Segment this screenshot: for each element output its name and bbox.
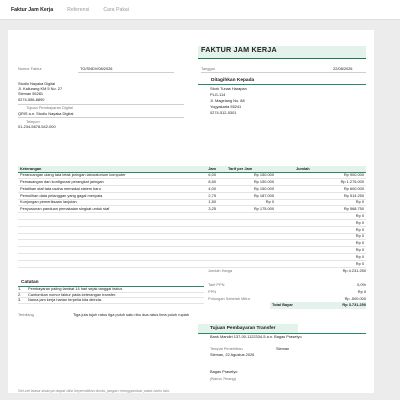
row-rate[interactable]: Rp 175.000 <box>218 206 276 213</box>
row-rate[interactable]: Rp 150.000 <box>218 179 276 186</box>
row-hours[interactable] <box>183 247 218 254</box>
row-amount[interactable]: Rp 600.000 <box>276 186 366 193</box>
row-desc[interactable] <box>18 254 183 261</box>
signer-name[interactable]: Bagas Prasetyo <box>210 369 238 374</box>
invoice-no[interactable]: TG/SNDV/08/2026 <box>80 66 113 71</box>
row-hours[interactable]: 3,25 <box>183 206 218 213</box>
col-jumlah: Jumlah <box>276 166 366 172</box>
payment-title: Tujuan Pembayaran Transfer <box>210 326 276 331</box>
from-line-2[interactable]: Jl. Kaliurang KM 5 No. 27 <box>18 86 63 91</box>
total-row: Total Bayar Rp 3.731.250 <box>272 302 366 308</box>
row-amount[interactable]: Rp 568.750 <box>276 206 366 213</box>
row-amount[interactable]: Rp 0 <box>276 240 366 247</box>
tab-cara-pakai[interactable]: Cara Pakai <box>103 6 129 13</box>
tax-rate-row[interactable]: Tarif PPN 0,0% <box>208 282 366 288</box>
col-jam: Jam <box>183 166 218 172</box>
table-row <box>18 192 366 199</box>
discount-row[interactable]: Potongan Sebelah Mitra Rp -500.000 <box>208 296 366 302</box>
row-rate[interactable]: Rp 150.000 <box>218 186 276 193</box>
note-item[interactable]: 3. Nama jam kerja harian terpelia kita dirinda. <box>18 298 204 304</box>
row-desc[interactable] <box>18 226 183 233</box>
row-hours[interactable]: 4,00 <box>183 186 218 193</box>
row-desc[interactable]: Pemulihan data pelanggan yang gagal menyala <box>18 192 183 199</box>
items-table <box>18 166 366 268</box>
date-label: Tanggal <box>201 66 215 71</box>
from-line-1[interactable]: Studio Nayaka Digital <box>18 81 56 86</box>
row-rate[interactable] <box>218 247 276 254</box>
table-row <box>18 172 366 179</box>
row-amount[interactable]: Rp 0 <box>276 254 366 261</box>
row-rate[interactable]: Rp 150.000 <box>218 172 276 179</box>
table-row <box>18 206 366 213</box>
from-line-3[interactable]: Sleman 55281 <box>18 91 44 96</box>
row-desc[interactable] <box>18 247 183 254</box>
row-hours[interactable]: 8,50 <box>183 179 218 186</box>
place-label: Tempat Penerbitan <box>210 346 243 351</box>
row-hours[interactable]: 2,75 <box>183 192 218 199</box>
terbilang-value[interactable]: Tiga juta tujuh ratus tiga puluh satu ribu dua ratus lima puluh rupiah <box>73 312 189 317</box>
invoice-sheet <box>8 30 374 393</box>
row-rate[interactable] <box>218 260 276 267</box>
row-rate[interactable]: Rp 187.000 <box>218 192 276 199</box>
row-hours[interactable]: 6,00 <box>183 172 218 179</box>
sender-label: Tujuan Pembayaran Digital <box>26 105 73 110</box>
subtotal-row: Jumlah Harga Rp 4.231.250 <box>208 268 366 274</box>
table-row <box>18 186 366 193</box>
row-rate[interactable] <box>218 240 276 247</box>
row-amount[interactable]: Rp 900.000 <box>276 172 366 179</box>
table-row <box>18 213 366 220</box>
table-row <box>18 233 366 240</box>
row-amount[interactable]: Rp 0 <box>276 213 366 220</box>
tab-referensi[interactable]: Referensi <box>67 6 90 13</box>
billto-title: Ditagihkan Kepada <box>211 78 255 83</box>
place-value[interactable]: Sleman <box>276 346 290 351</box>
billto-line-5[interactable]: 0274-512-5301 <box>210 110 237 115</box>
row-amount[interactable]: Rp 0 <box>276 220 366 227</box>
row-amount[interactable]: Rp 0 <box>276 260 366 267</box>
row-rate[interactable]: Rp 0 <box>218 199 276 206</box>
table-row <box>18 179 366 186</box>
row-amount[interactable]: Rp 514.250 <box>276 192 366 199</box>
row-desc[interactable] <box>18 220 183 227</box>
table-row <box>18 260 366 267</box>
row-desc[interactable] <box>18 260 183 267</box>
row-hours[interactable] <box>183 240 218 247</box>
note-item[interactable]: 2. Cantumkan nomor faktur pada keterangan transfer. <box>18 293 204 299</box>
table-row <box>18 220 366 227</box>
row-hours[interactable] <box>183 254 218 261</box>
table-row <box>18 240 366 247</box>
row-desc[interactable]: Kunjungan pemeriksaan lanjutan <box>18 199 183 206</box>
phone-value[interactable]: 01-234-5678-542-000 <box>18 124 56 129</box>
col-keterangan: Keterangan <box>18 166 183 172</box>
row-desc[interactable]: Penyusunan panduan pemakaian singkat untuk staf <box>18 206 183 213</box>
table-row <box>18 247 366 254</box>
invoice-title: FAKTUR JAM KERJA <box>201 45 277 54</box>
from-line-4[interactable]: 0274-556-8890 <box>18 97 45 102</box>
row-hours[interactable]: 1,50 <box>183 199 218 206</box>
row-desc[interactable] <box>18 240 183 247</box>
title-divider <box>198 58 366 59</box>
terbilang-label: Terbilang <box>18 312 34 317</box>
footer-note: Sel-sel biasa sisanya dapat diisi kepemilikan Anda, jangan menggambar pada baris lain. <box>18 388 171 393</box>
row-amount[interactable]: Rp 0 <box>276 226 366 233</box>
row-desc[interactable] <box>18 233 183 240</box>
bank-account[interactable]: Bank Mandiri 137-00-1122334-5 a.n. Bagas Prasetyo <box>210 334 302 339</box>
row-rate[interactable] <box>218 220 276 227</box>
table-row <box>18 226 366 233</box>
notes-title: Catatan <box>21 280 39 285</box>
signer-note: (Nama Terang) <box>210 376 237 381</box>
row-amount[interactable]: Rp 0 <box>276 247 366 254</box>
note-item[interactable]: 1. Pembayaran paling lambat 14 hari sejak tanggal faktur. <box>18 287 204 293</box>
row-amount[interactable]: Rp 1.275.000 <box>276 179 366 186</box>
row-hours[interactable] <box>183 233 218 240</box>
row-rate[interactable] <box>218 254 276 261</box>
row-hours[interactable] <box>183 220 218 227</box>
billto-line-4[interactable]: Yogyakarta 55241 <box>210 104 242 109</box>
table-row <box>18 199 366 206</box>
date-line[interactable]: Sleman, 22 Agustus 2026 <box>210 352 255 357</box>
row-desc[interactable]: Pemasangan dan konfigurasi perangkat jaringan <box>18 179 183 186</box>
row-amount[interactable]: Rp 0 <box>276 199 366 206</box>
row-desc[interactable]: Pelatihan staf tata usaha memakai sistem baru <box>18 186 183 193</box>
billto-line-2[interactable]: PLG-114 <box>210 92 226 97</box>
phone-label: Telepon <box>26 119 40 124</box>
row-hours[interactable] <box>183 226 218 233</box>
invoice-date[interactable]: 22/08/2026 <box>333 66 353 71</box>
sender-value[interactable]: QRIS a.n. Studio Nayaka Digital <box>18 111 74 116</box>
row-rate[interactable] <box>218 226 276 233</box>
row-desc[interactable] <box>18 213 183 220</box>
row-hours[interactable] <box>183 260 218 267</box>
col-tarif: Tarif per Jam <box>218 166 276 172</box>
billto-line-3[interactable]: Jl. Magelang No. 88 <box>210 98 245 103</box>
notes-list <box>18 287 204 304</box>
billto-line-1[interactable]: Stork Tunas Harapan <box>210 86 247 91</box>
sheet-tabs <box>0 0 400 20</box>
tab-faktur[interactable]: Faktur Jam Kerja <box>11 6 54 13</box>
row-rate[interactable] <box>218 213 276 220</box>
row-desc[interactable]: Perancangan ulang tata letak jaringan laboratorium komputer <box>18 172 183 179</box>
row-hours[interactable] <box>183 213 218 220</box>
table-row <box>18 254 366 261</box>
row-amount[interactable]: Rp 0 <box>276 233 366 240</box>
invoice-no-label: Nomor Faktur <box>18 66 42 71</box>
ppn-row: PPN Rp 0 <box>208 289 366 295</box>
row-rate[interactable] <box>218 233 276 240</box>
